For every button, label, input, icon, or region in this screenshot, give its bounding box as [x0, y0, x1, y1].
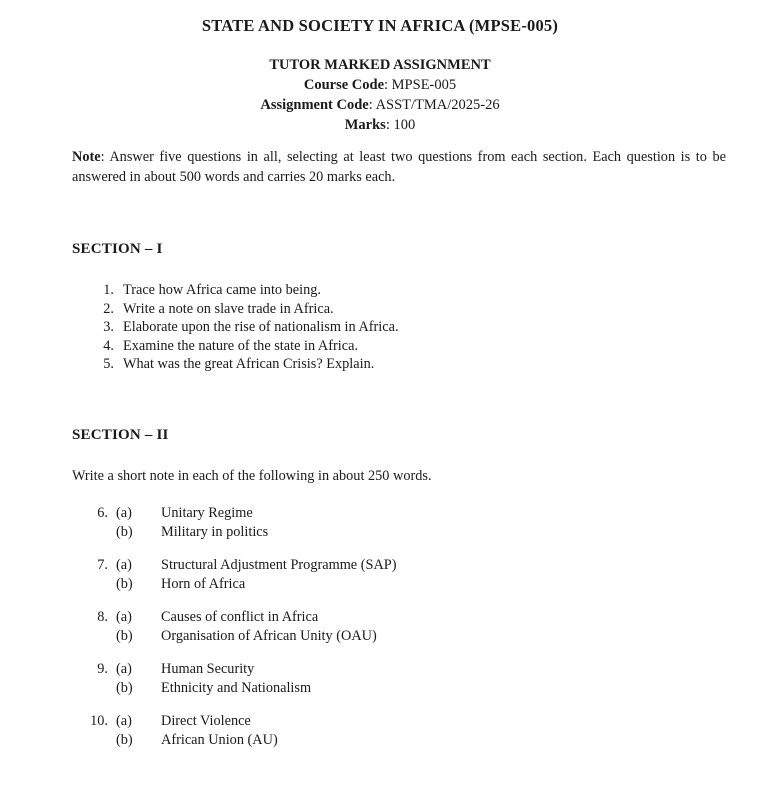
sub-question-label: (a) — [116, 609, 132, 625]
question-text: Elaborate upon the rise of nationalism in Africa. — [123, 319, 399, 335]
page-title: STATE AND SOCIETY IN AFRICA (MPSE-005) — [201, 16, 559, 35]
sub-question-row — [72, 731, 712, 750]
question-number: 1. — [103, 282, 114, 298]
course-code-label: Course Code — [303, 77, 385, 93]
question-row — [72, 300, 712, 319]
sub-question-label: (b) — [116, 731, 133, 748]
question-number: 2. — [103, 300, 114, 317]
section-1-question-list — [72, 281, 712, 374]
sub-question-row — [72, 627, 712, 646]
assignment-type-label: TUTOR MARKED ASSIGNMENT — [269, 57, 491, 73]
assignment-code-line — [0, 95, 760, 115]
question-group — [72, 504, 712, 541]
course-code-line — [0, 75, 760, 95]
assignment-code-value: : ASST/TMA/2025-26 — [368, 97, 500, 113]
sub-question-label: (b) — [116, 627, 133, 644]
marks-label: Marks — [344, 117, 386, 133]
question-row — [72, 337, 712, 356]
sub-question-text: Ethnicity and Nationalism — [161, 679, 312, 696]
note-text: : Answer five questions in all, selecting at least two questions from each section. Each question is to be answered in about 500 words and carries 20 marks each. — [72, 149, 726, 185]
assignment-header-block — [0, 55, 760, 135]
sub-question-row — [72, 608, 712, 627]
question-number: 8. — [97, 609, 108, 625]
question-number: 5. — [103, 356, 114, 372]
sub-question-text: African Union (AU) — [161, 731, 278, 748]
question-number: 6. — [97, 505, 108, 521]
note-label: Note — [72, 149, 101, 165]
question-row — [72, 318, 712, 337]
question-text: Examine the nature of the state in Africa. — [123, 337, 359, 354]
question-row — [72, 281, 712, 300]
sub-question-text: Causes of conflict in Africa — [161, 609, 319, 625]
question-number: 3. — [103, 319, 114, 335]
section-2-heading: SECTION – II — [72, 427, 169, 443]
assignment-code-label: Assignment Code — [260, 97, 369, 113]
sub-question-row — [72, 556, 712, 575]
marks-value: : 100 — [385, 117, 416, 133]
question-group — [72, 712, 712, 749]
sub-question-row — [72, 575, 712, 594]
sub-question-row — [72, 660, 712, 679]
sub-question-label: (a) — [116, 505, 132, 521]
sub-question-text: Military in politics — [161, 523, 269, 540]
sub-question-row — [72, 679, 712, 698]
question-text: Trace how Africa came into being. — [123, 282, 321, 298]
sub-question-text: Human Security — [161, 661, 255, 677]
sub-question-label: (b) — [116, 523, 133, 540]
sub-question-label: (b) — [116, 679, 133, 696]
question-group — [72, 556, 712, 593]
question-group — [72, 608, 712, 645]
section-2-question-list — [72, 504, 712, 749]
question-number: 9. — [97, 661, 108, 677]
sub-question-label: (b) — [116, 575, 133, 592]
sub-question-text: Unitary Regime — [161, 505, 253, 521]
question-text: What was the great African Crisis? Explain. — [123, 356, 375, 372]
sub-question-text: Organisation of African Unity (OAU) — [161, 627, 377, 644]
course-code-value: : MPSE-005 — [384, 77, 457, 93]
note-paragraph — [72, 148, 726, 187]
question-number: 4. — [103, 337, 114, 354]
section-1-heading: SECTION – I — [72, 241, 163, 257]
sub-question-row — [72, 712, 712, 731]
sub-question-row — [72, 504, 712, 523]
question-text: Write a note on slave trade in Africa. — [123, 300, 334, 317]
assignment-type-line — [0, 55, 760, 75]
question-group — [72, 660, 712, 697]
sub-question-text: Structural Adjustment Programme (SAP) — [161, 557, 397, 573]
section-2-instruction: Write a short note in each of the following in about 250 words. — [72, 468, 432, 484]
sub-question-text: Direct Violence — [161, 713, 251, 729]
sub-question-row — [72, 523, 712, 542]
marks-line — [0, 115, 760, 135]
question-row — [72, 355, 712, 374]
sub-question-label: (a) — [116, 713, 132, 729]
question-number: 7. — [97, 557, 108, 573]
sub-question-text: Horn of Africa — [161, 575, 246, 592]
sub-question-label: (a) — [116, 661, 132, 677]
question-number: 10. — [90, 713, 108, 729]
sub-question-label: (a) — [116, 557, 132, 573]
